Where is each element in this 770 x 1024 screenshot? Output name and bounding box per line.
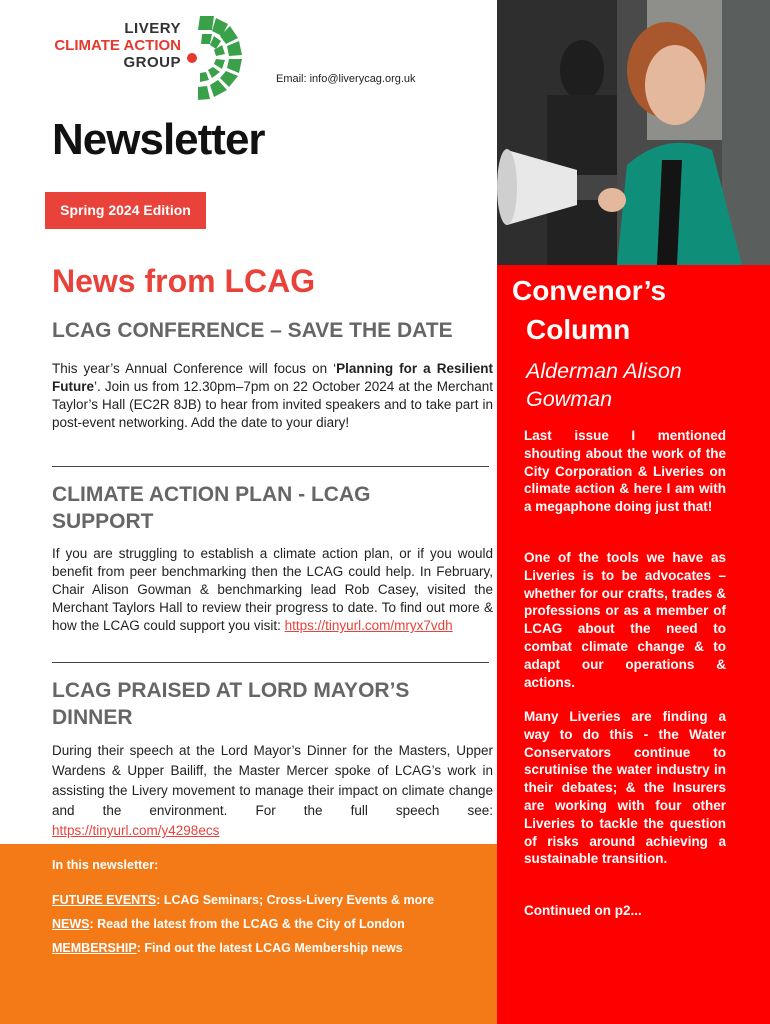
article-link[interactable]: https://tinyurl.com/y4298ecs <box>52 823 220 838</box>
article-body <box>52 545 493 635</box>
photo-illustration <box>497 0 770 265</box>
article-conference <box>52 317 493 432</box>
article-body <box>52 360 493 432</box>
toc-item-future-events[interactable] <box>52 893 434 907</box>
article-text: During their speech at the Lord Mayor’s Dinner for the Masters, Upper Wardens & Upper Bailiff, the Master Mercer spoke of LCAG’s work in assisting the Livery movement to manage their impact on climate change and the environment. For the full speech see: <box>52 743 493 818</box>
news-heading: News from LCAG <box>52 263 316 299</box>
edition-badge: Spring 2024 Edition <box>45 192 206 229</box>
article-title-line: DINNER <box>52 706 133 729</box>
article-title-line: LCAG PRAISED AT LORD MAYOR’S <box>52 679 410 702</box>
convenor-name-line: Alderman Alison <box>526 359 682 383</box>
convenor-name <box>526 357 682 413</box>
convenor-heading: Convenor’s <box>512 275 667 306</box>
logo-line-group: GROUP <box>123 54 181 71</box>
convenor-paragraph: Last issue I mentioned shouting about the work of the City Corporation & Liveries on climate action & here I am with a megaphone doing just that! <box>524 428 726 515</box>
convenor-name-line: Gowman <box>526 387 613 411</box>
divider <box>52 662 489 663</box>
convenor-heading-2: Column <box>526 314 631 345</box>
toc-text: : Find out the latest LCAG Membership news <box>136 941 403 955</box>
toc-key[interactable]: NEWS <box>52 917 90 931</box>
convenor-photo <box>497 0 770 265</box>
convenor-paragraph: One of the tools we have as Liveries is to be advocates – whether for our crafts, trades & professions or as a member of LCAG about the need to combat climate change & to adapt our operations & actions. <box>524 550 726 690</box>
toc-text: : LCAG Seminars; Cross-Livery Events & more <box>156 893 435 907</box>
article-text: This year’s Annual Conference will focus on ‘ <box>52 361 337 376</box>
logo-line-livery: LIVERY <box>124 20 181 37</box>
article-body <box>52 741 493 841</box>
email-contact: Email: info@liverycag.org.uk <box>276 73 416 85</box>
toc-item-news[interactable] <box>52 917 405 931</box>
continued-note: Continued on p2... <box>524 903 642 918</box>
article-lord-mayor <box>52 677 493 841</box>
divider <box>52 466 489 467</box>
newsletter-title: Newsletter <box>52 115 265 164</box>
toc-key[interactable]: FUTURE EVENTS <box>52 893 157 907</box>
convenor-paragraph: Many Liveries are finding a way to do this - the Water Conservators continue to scrutinise the water industry in their debates; & the Insurers are working with four other Liveries to tackle the question of risks around achieving a sustainable transition. <box>524 709 726 867</box>
toc-item-membership[interactable] <box>52 941 403 955</box>
article-title-line: CLIMATE ACTION PLAN - LCAG <box>52 483 371 506</box>
toc-key[interactable]: MEMBERSHIP <box>52 941 137 955</box>
article-title <box>52 481 493 535</box>
article-title <box>52 677 493 731</box>
logo-line-climate-action: CLIMATE ACTION <box>54 37 181 54</box>
article-text: If you are struggling to establish a climate action plan, or if you would benefit from peer benchmarking then the LCAG could help. In February, Chair Alison Gowman & benchmarking lead Rob Casey, visited the Merchant Taylors Hall to review their progress to date. To find out more & how the LCAG could support you visit: <box>52 546 493 633</box>
toc-text: : Read the latest from the LCAG & the City of London <box>89 917 405 931</box>
article-link[interactable]: https://tinyurl.com/mryx7vdh <box>284 618 453 633</box>
article-title-line: SUPPORT <box>52 510 154 533</box>
article-title: LCAG CONFERENCE – SAVE THE DATE <box>52 319 453 342</box>
in-this-newsletter-title: In this newsletter: <box>52 858 159 872</box>
article-climate-plan <box>52 481 493 635</box>
article-bold-text: Planning for a Resilient Future <box>52 361 493 394</box>
article-text: ’. Join us from 12.30pm–7pm on 22 October 2024 at the Merchant Taylor’s Hall (EC2R 8JB) to hear from invited speakers and to take part in post-event networking. Add the date to your diary! <box>52 379 493 430</box>
